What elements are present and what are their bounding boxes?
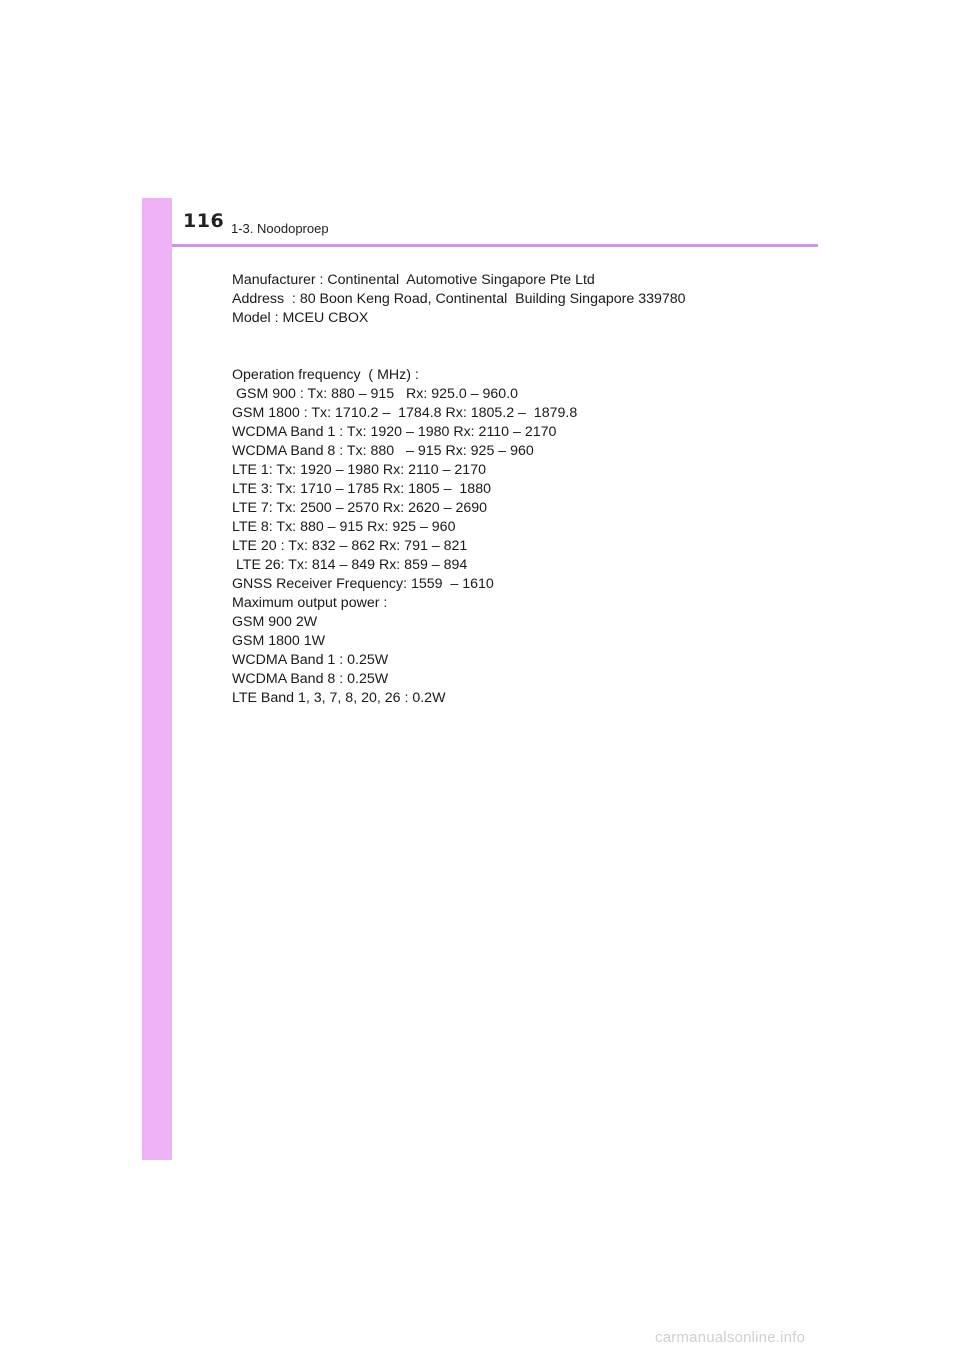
power-line: GSM 900 2W xyxy=(232,614,318,630)
frequency-line: LTE 26: Tx: 814 – 849 Rx: 859 – 894 xyxy=(232,557,468,573)
manufacturer-line: Manufacturer : Continental Automotive Singapore Pte Ltd xyxy=(232,272,595,288)
power-heading: Maximum output power : xyxy=(232,595,388,611)
frequency-heading: Operation frequency ( MHz) : xyxy=(232,367,419,383)
side-thumb-tab xyxy=(142,198,172,1160)
power-line: WCDMA Band 8 : 0.25W xyxy=(232,671,389,687)
model-line: Model : MCEU CBOX xyxy=(232,310,369,326)
gnss-line: GNSS Receiver Frequency: 1559 – 1610 xyxy=(232,576,494,592)
section-title: 1-3. Noodoproep xyxy=(231,221,329,236)
site-watermark: carmanualsonline.info xyxy=(655,1329,806,1346)
frequency-line: LTE 8: Tx: 880 – 915 Rx: 925 – 960 xyxy=(232,519,456,535)
frequency-line: GSM 1800 : Tx: 1710.2 – 1784.8 Rx: 1805.2 – 1879.8 xyxy=(232,405,578,421)
page-number: 116 xyxy=(183,210,225,232)
address-line: Address : 80 Boon Keng Road, Continental Building Singapore 339780 xyxy=(232,291,686,307)
spec-text-block xyxy=(232,271,812,708)
frequency-line: LTE 1: Tx: 1920 – 1980 Rx: 2110 – 2170 xyxy=(232,462,486,478)
frequency-line: WCDMA Band 8 : Tx: 880 – 915 Rx: 925 – 960 xyxy=(232,443,534,459)
header-divider xyxy=(172,244,818,247)
frequency-line: WCDMA Band 1 : Tx: 1920 – 1980 Rx: 2110 – 2170 xyxy=(232,424,557,440)
frequency-line: LTE 7: Tx: 2500 – 2570 Rx: 2620 – 2690 xyxy=(232,500,488,516)
frequency-line: LTE 3: Tx: 1710 – 1785 Rx: 1805 – 1880 xyxy=(232,481,491,497)
frequency-line: GSM 900 : Tx: 880 – 915 Rx: 925.0 – 960.0 xyxy=(232,386,519,402)
frequency-line: LTE 20 : Tx: 832 – 862 Rx: 791 – 821 xyxy=(232,538,468,554)
power-line: GSM 1800 1W xyxy=(232,633,326,649)
power-line: WCDMA Band 1 : 0.25W xyxy=(232,652,389,668)
paragraph-spacer xyxy=(232,328,812,366)
power-line: LTE Band 1, 3, 7, 8, 20, 26 : 0.2W xyxy=(232,690,446,706)
